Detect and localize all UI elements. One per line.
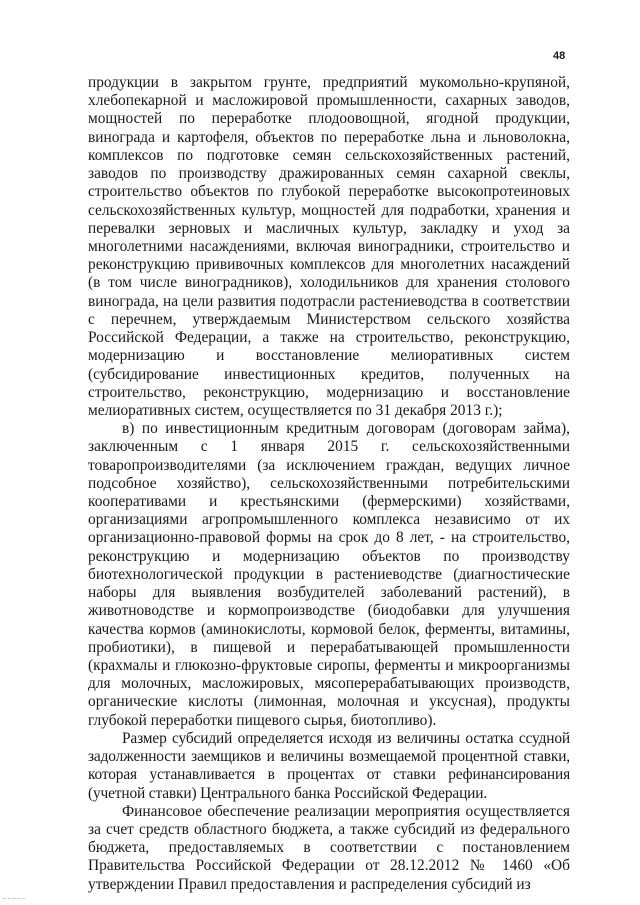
paragraph-financing: Финансовое обеспечение реализации мероприятия осуществляется за счет средств областного бюджета, а также субсидий из федерального бюджета, предоставляемых в соответствии с постановлением Правительства Российской Федерации от 28.12.2012 № 1460 «Об утверждении Правил предоставления и распределения субсидий из [88, 802, 570, 893]
scan-artifact [3, 898, 25, 901]
page-number: 48 [553, 50, 566, 62]
paragraph-item-v: в) по инвестиционным кредитным договорам (договорам займа), заключенным с 1 января 2015 г. сельскохозяйственными товаропроизводителями (за исключением граждан, ведущих личное подсобное хозяйство), сельскохозяйственными потребительскими кооперативами и крестьянскими (фермерскими) хозяйствами, организациями агропромышленного комплекса независимо от их организационно-правовой формы на срок до 8 лет, - на строительство, реконструкцию и модернизацию объектов по производству биотехнологической продукции в растениеводстве (диагностические наборы для выявления возбудителей заболеваний растений), в животноводстве и кормопроизводстве (биодобавки для улучшения качества кормов (аминокислоты, кормовой белок, ферменты, витамины, пробиотики), в пищевой и перерабатывающей промышленности (крахмалы и глюкозно-фруктовые сиропы, ферменты и микроорганизмы для молочных, масложировых, мясоперерабатывающих производств, органические кислоты (лимонная, молочная и уксусная), продукты глубокой переработки пищевого сырья, биотопливо). [88, 420, 570, 729]
paragraph-subsidy-size: Размер субсидий определяется исходя из величины остатка ссудной задолженности заемщиков и величины возмещаемой процентной ставки, которая устанавливается в процентах от ставки рефинансирования (учетной ставки) Центрального банка Российской Федерации. [88, 729, 570, 802]
document-body [88, 74, 570, 894]
paragraph-continuation: продукции в закрытом грунте, предприятий мукомольно-крупяной, хлебопекарной и масложировой промышленности, сахарных заводов, мощностей по переработке плодоовощной, ягодной продукции, винограда и картофеля, объектов по переработке льна и льноволокна, комплексов по подготовке семян сельскохозяйственных растений, заводов по производству дражированных семян сахарной свеклы, строительство объектов по глубокой переработке высокопротеиновых сельскохозяйственных культур, мощностей для подработки, хранения и перевалки зерновых и масличных культур, закладку и уход за многолетними насаждениями, включая виноградники, строительство и реконструкцию прививочных комплексов для многолетних насаждений (в том числе виноградников), холодильников для хранения столового винограда, на цели развития подотрасли растениеводства в соответствии с перечнем, утверждаемым Министерством сельского хозяйства Российской Федерации, а также на строительство, реконструкцию, модернизацию и восстановление мелиоративных систем (субсидирование инвестиционных кредитов, полученных на строительство, реконструкцию, модернизацию и восстановление мелиоративных систем, осуществляется по 31 декабря 2013 г.); [88, 74, 570, 419]
